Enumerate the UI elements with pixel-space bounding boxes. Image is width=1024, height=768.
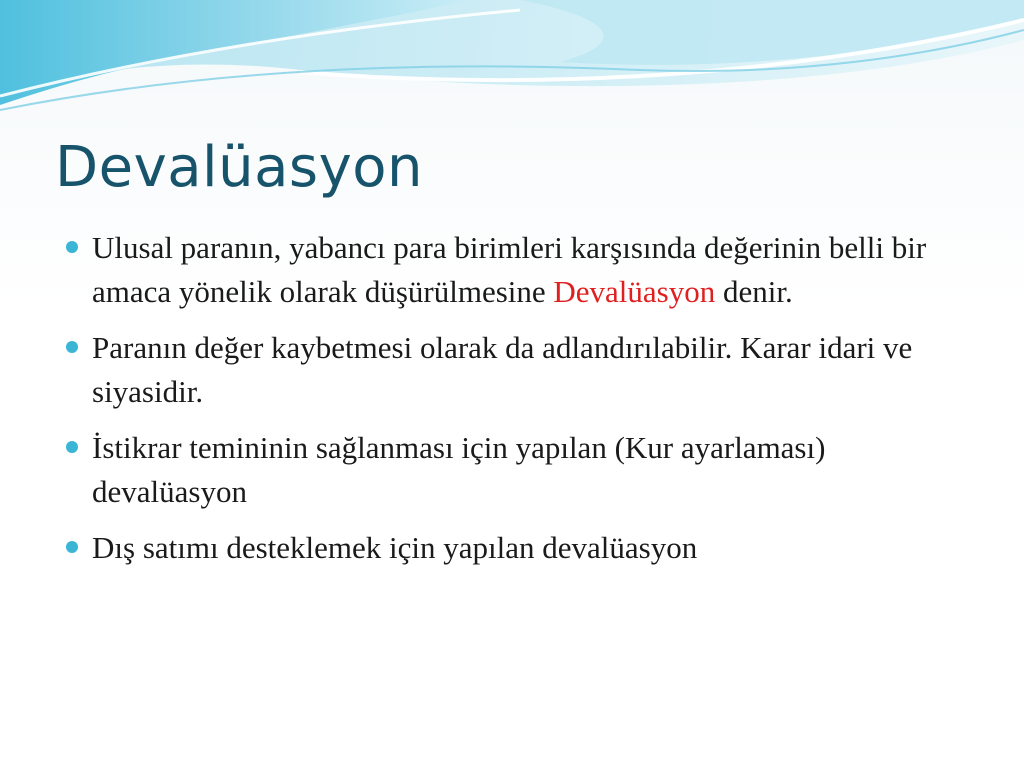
bullet-text-after: denir. xyxy=(715,274,793,309)
bullet-item-stability xyxy=(62,426,962,514)
bullet-item-export xyxy=(62,526,962,570)
header-wave-decoration xyxy=(0,0,1024,120)
bullet-icon xyxy=(66,341,78,353)
bullet-icon xyxy=(66,441,78,453)
bullet-text: Dış satımı desteklemek için yapılan devalüasyon xyxy=(92,530,698,565)
bullet-icon xyxy=(66,541,78,553)
slide-title: Devalüasyon xyxy=(55,135,423,200)
bullet-icon xyxy=(66,241,78,253)
bullet-text-before: Ulusal paranın, yabancı para birimleri karşısında değerinin belli bir amaca yönelik olarak düşürülmesine xyxy=(92,230,927,309)
bullet-text: Paranın değer kaybetmesi olarak da adlandırılabilir. Karar idari ve siyasidir. xyxy=(92,330,913,409)
bullet-list xyxy=(62,226,962,582)
bullet-item-value-loss xyxy=(62,326,962,414)
bullet-text: İstikrar temininin sağlanması için yapılan (Kur ayarlaması) devalüasyon xyxy=(92,430,826,509)
highlight-term: Devalüasyon xyxy=(553,274,716,309)
bullet-item-definition xyxy=(62,226,962,314)
